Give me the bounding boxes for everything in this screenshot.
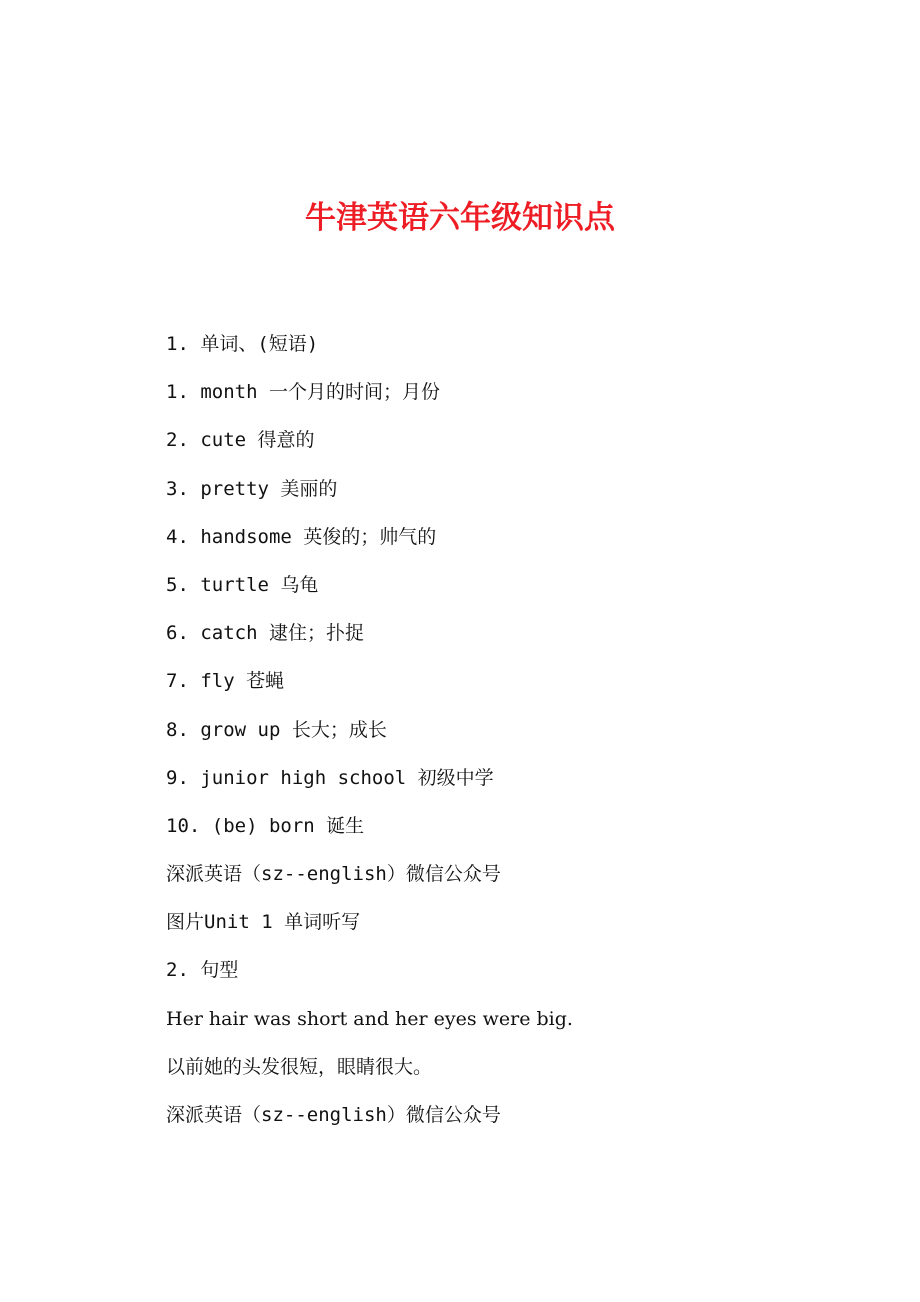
vocab-item-grow-up: 8. grow up 长大；成长 [166, 718, 387, 741]
vocab-item-handsome: 4. handsome 英俊的；帅气的 [166, 525, 437, 548]
vocab-item-be-born: 10. (be) born 诞生 [166, 814, 365, 837]
vocab-item-turtle: 5. turtle 乌龟 [166, 573, 319, 596]
wechat-account-note-2: 深派英语（sz--english）微信公众号 [166, 1104, 501, 1126]
vocab-item-catch: 6. catch 逮住；扑捉 [166, 622, 364, 645]
example-sentence-english: Her hair was short and her eyes were big. [166, 1007, 573, 1030]
vocab-item-fly: 7. fly 苍蝇 [166, 670, 285, 693]
section-heading-sentences: 2. 句型 [166, 959, 239, 982]
document-body [166, 328, 886, 1147]
vocab-item-junior-high-school: 9. junior high school 初级中学 [166, 766, 494, 789]
document-title: 牛津英语六年级知识点 [305, 200, 615, 236]
example-sentence-chinese: 以前她的头发很短，眼睛很大。 [166, 1055, 433, 1078]
image-caption-unit1-dictation: 图片Unit 1 单词听写 [166, 911, 361, 934]
wechat-account-note: 深派英语（sz--english）微信公众号 [166, 863, 501, 886]
vocab-item-pretty: 3. pretty 美丽的 [166, 477, 338, 500]
vocab-item-cute: 2. cute 得意的 [166, 429, 315, 452]
vocab-item-month: 1. month 一个月的时间；月份 [166, 381, 440, 404]
section-heading-vocabulary: 1. 单词、(短语) [166, 333, 319, 355]
